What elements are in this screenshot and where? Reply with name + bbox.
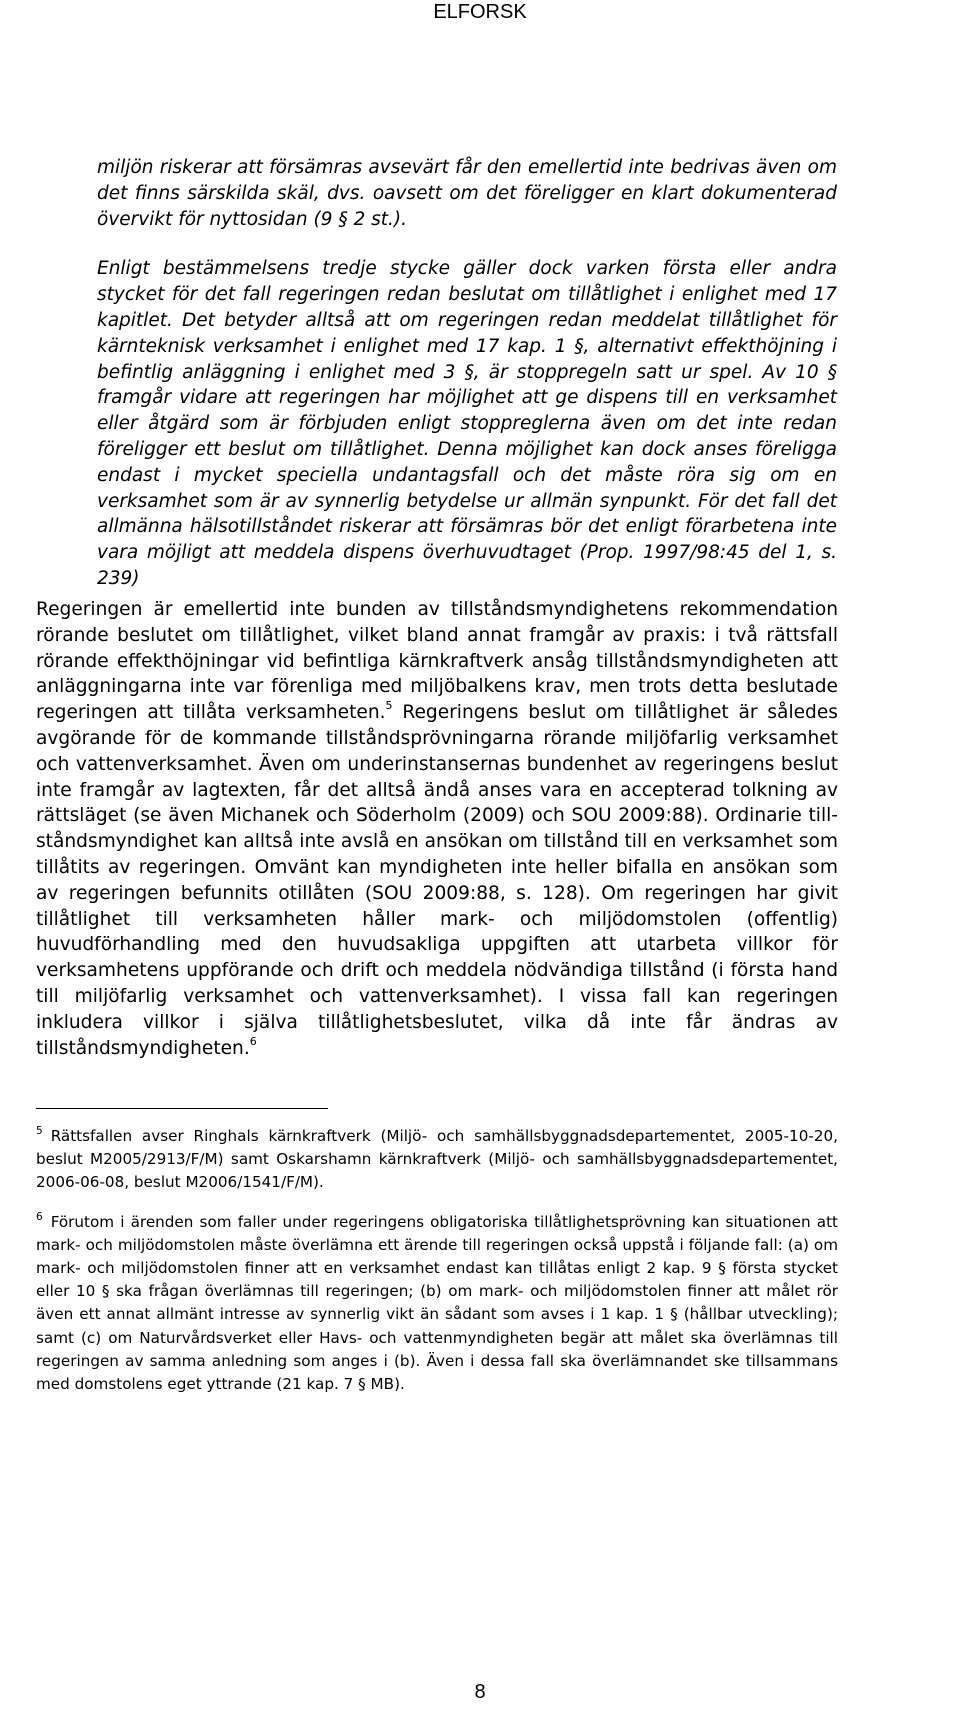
footnote-5 [36,1125,838,1195]
page-number: 8 [474,1681,486,1703]
footnote-text: Rättsfallen avser Ringhals kärnkraftverk (Miljö- och samhällsbyggnadsdepartementet, 2005-10-20, beslut M2005/2913/F/M) samt Oskarshamn kärnkraftverk (Miljö- och samhällsbyggnadsdepartementet, 2006-06-08, beslut M2006/1541/F/M). [36,1127,838,1192]
footnote-6 [36,1211,838,1397]
body-paragraph [36,597,838,1061]
body-text [36,597,838,1061]
quote-paragraph-1: miljön riskerar att försämras avsevärt får den emellertid inte bedrivas även om det finns särskilda skäl, dvs. oavsett om det föreligger en klart dokumenterad övervikt för nyttosidan (9 § 2 st.). [97,157,837,230]
footnote-text: Förutom i ärenden som faller under regeringens obligatoriska tillåtlighetsprövning kan situationen att mark- och miljödomstolen måste överlämna ett ärende till regeringen också uppstå i följande fall: (a) om mark- och miljödomstolen finner att en verksamhet endast kan tillåtas enligt 2 kap. 9 § första stycket eller 10 § ska frågan överlämnas till regeringen; (b) om mark- och miljödomstolen finner att målet rör även ett annat allmänt intresse av synnerlig vikt än sådant som avses i 1 kap. 1 § (hållbar utveckling); samt (c) om Naturvårdsverket eller Havs- och vattenmyndigheten begär att målet ska överlämnas till regeringen av samma anledning som anges i (b). Även i dessa fall ska överlämnandet ske tillsammans med domstolens eget yttrande (21 kap. 7 § MB). [36,1212,838,1394]
page-header: ELFORSK [433,1,527,23]
quote-paragraph-2: Enligt bestämmelsens tredje stycke gäller dock varken första eller andra stycket för det fall regeringen redan beslutat om tillåtlighet i enlighet med 17 kapitlet. Det betyder alltså att om regeringen redan meddelat tillåtlighet för kärnteknisk verksamhet i enlighet med 17 kap. 1 §, alternativt effekthöjning i befintlig anläggning i enlighet med 3 §, är stoppregeln satt ur spel. Av 10 § framgår vidare att regeringen har möjlighet att ge dispens till en verksamhet eller åtgärd som är förbjuden enligt stoppreglerna även om det inte redan föreligger ett beslut om tillåtlighet. Denna möjlighet kan dock anses föreligga endast i mycket speciella undantagsfall och det måste röra sig om en verksamhet som är av synnerlig betydelse ur allmän synpunkt. För det fall det allmänna hälsotillståndet riskerar att försämras bör det enligt förarbetena inte vara möjligt att meddela dispens överhuvudtaget (Prop. 1997/98:45 del 1, s. 239) [97,258,837,589]
body-text-part-b: Regeringens beslut om tillåtlighet är således avgörande för de kommande tillståndsprövningarna rörande miljöfarlig verksamhet och vattenverksamhet. Även om underinstansernas bundenhet av regeringens beslut inte framgår av lagtexten, får det alltså ändå anses vara en accepterad tolkning av rättsläget (se även Michanek och Söderholm (2009) och SOU 2009:88). Ordinarie tillståndsmyndighet kan alltså inte avslå en ansökan om tillstånd till en verksamhet som tillåtits av regeringen. Omvänt kan myndigheten inte heller bifalla en ansökan som av regeringen befunnits otillåten (SOU 2009:88, s. 128). Om regeringen har givit tillåtlighet till verksamheten håller mark- och miljödomstolen (offentlig) huvudförhandling med den huvudsakliga uppgiften att utarbeta villkor för verksamhetens uppförande och drift och meddela nödvändiga tillstånd (i första hand till miljöfarlig verksamhet och vattenverksamhet). I vissa fall kan regeringen inkludera villkor i själva tillåtlighetsbeslutet, vilka då inte får ändras av tillståndsmyndigheten. [36,702,838,1059]
footnote-mark: 5 [36,1125,43,1137]
footnote-separator [36,1108,328,1109]
footnotes [36,1125,838,1412]
footnote-reference-6: 6 [249,1034,257,1048]
footnote-reference-5: 5 [385,699,393,713]
footnote-mark: 6 [36,1210,43,1223]
quoted-passage [97,155,837,616]
body-text-part-a: Regeringen är emellertid inte bunden av tillståndsmyndighetens rekommendation rörande beslutet om tillåtlighet, vilket bland annat framgår av praxis: i två rättsfall rörande effekthöjningar vid befintliga kärnkraftverk ansåg tillståndsmyndigheten att anläggningarna inte var förenliga med miljöbalkens krav, men trots detta beslutade regeringen att tillåta verksamheten. [36,599,838,724]
